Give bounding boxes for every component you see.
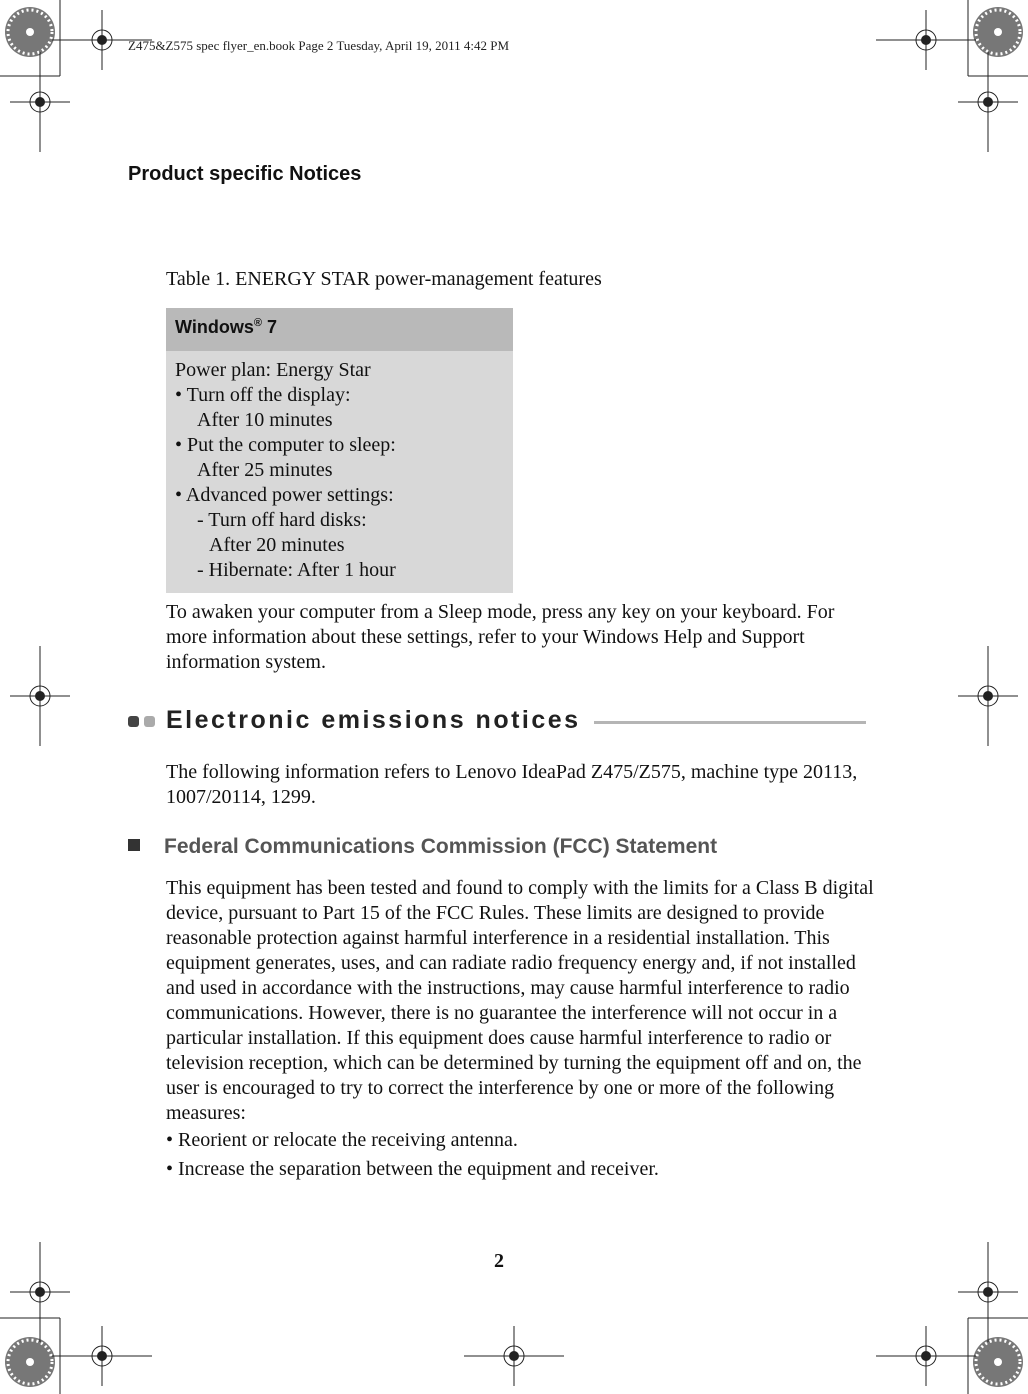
print-slug: Z475&Z575 spec flyer_en.book Page 2 Tuesday, April 19, 2011 4:42 PM: [128, 38, 510, 53]
fcc-body: [166, 876, 876, 1184]
registration-mark-icon: [10, 646, 70, 746]
emissions-title: Electronic emissions notices: [166, 706, 581, 734]
page-number: 2: [494, 1250, 504, 1272]
registration-mark-icon: [464, 1326, 564, 1386]
heading-bullet-icon: [144, 716, 155, 727]
table-row: - Hibernate: After 1 hour: [197, 559, 396, 581]
table-row: After 10 minutes: [197, 409, 333, 431]
fcc-paragraph: This equipment has been tested and found to comply with the limits for a Class B digital device, pursuant to Part 15 of the FCC Rules. These limits are designed to provide reasonable protection against harmful interference in a residential installation. This equipment generates, uses, and can radiate radio frequency energy and, if not installed and used in accordance with the instructions, may cause harmful interference to radio communications. However, there is no guarantee the interference will not occur in a particular installation. If this equipment does cause harmful interference to radio or television reception, which can be determined by turning the equipment off and on, the user is encouraged to try to correct the interference by one or more of the following measures:: [166, 877, 874, 1124]
registration-mark-icon: [876, 1326, 976, 1386]
emissions-heading: [128, 706, 868, 740]
table-body: [166, 351, 513, 583]
starburst-icon-bottom-right: [970, 1334, 1026, 1390]
section-header: Product specific Notices: [128, 163, 362, 185]
table-header: [166, 308, 513, 351]
table-row: - Turn off hard disks:: [197, 509, 367, 531]
table-header-version: 7: [266, 317, 277, 337]
table-row: After 20 minutes: [209, 534, 345, 556]
table-caption: Table 1. ENERGY STAR power-management features: [166, 268, 602, 290]
table-header-os: Windows: [175, 317, 254, 337]
heading-bullet-icon: [128, 716, 139, 727]
starburst-icon-bottom-left: [2, 1334, 58, 1390]
fcc-heading: [128, 835, 717, 859]
registration-mark-icon: [10, 52, 70, 152]
measure-item: • Reorient or relocate the receiving antenna.: [166, 1129, 518, 1151]
registration-mark-icon: [958, 52, 1018, 152]
measure-item: • Increase the separation between the equipment and receiver.: [166, 1158, 659, 1180]
table-row: • Advanced power settings:: [175, 484, 394, 506]
registered-mark: ®: [253, 317, 262, 329]
registration-mark-icon: [52, 1326, 152, 1386]
table-row: • Turn off the display:: [175, 384, 351, 406]
square-bullet-icon: [128, 839, 140, 851]
energy-star-table: [166, 308, 513, 593]
emissions-intro: The following information refers to Lenovo IdeaPad Z475/Z575, machine type 20113, 1007/20114, 1299.: [166, 761, 858, 808]
table-row: • Put the computer to sleep:: [175, 434, 396, 456]
heading-rule: [594, 721, 866, 724]
registration-mark-icon: [958, 646, 1018, 746]
table-row: After 25 minutes: [197, 459, 333, 481]
fcc-heading-text: Federal Communications Commission (FCC) Statement: [164, 835, 718, 858]
table-row: Power plan: Energy Star: [175, 359, 371, 381]
awaken-paragraph: To awaken your computer from a Sleep mode, press any key on your keyboard. For more information about these settings, refer to your Windows Help and Support information system.: [166, 601, 835, 673]
